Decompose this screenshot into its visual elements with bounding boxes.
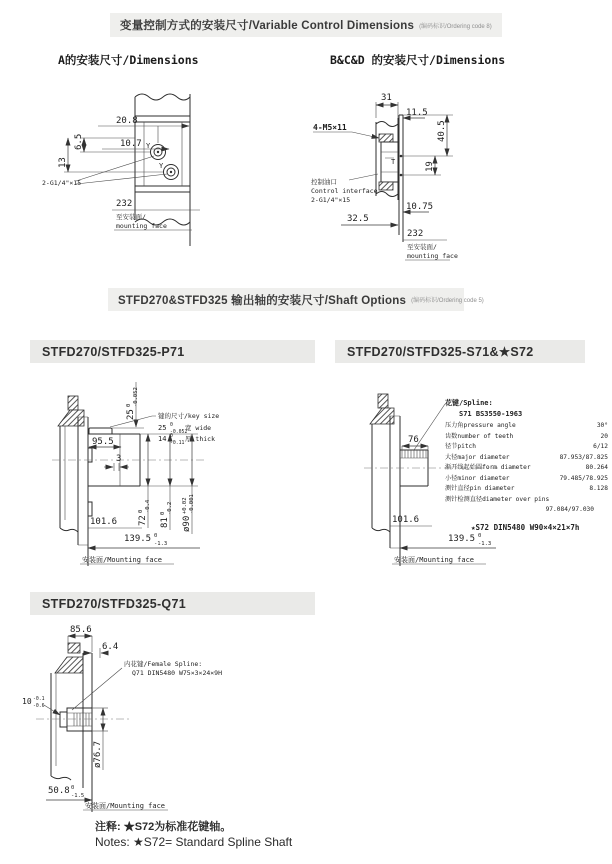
- spline-spec-row: 测针直径pin diameter 8.128: [445, 485, 608, 492]
- ordering-code-note: (编码标识/Ordering code 8): [419, 23, 492, 30]
- spline-spec-row: 齿数number of teeth 20: [445, 432, 608, 440]
- svg-text:-0.052: -0.052: [133, 387, 139, 407]
- svg-text:139.5: 139.5: [124, 534, 152, 544]
- svg-text:4-M5×11: 4-M5×11: [313, 123, 347, 132]
- svg-text:0: 0: [126, 403, 132, 407]
- dim-101-6-s71: [390, 515, 432, 526]
- svg-text:232: 232: [116, 199, 133, 209]
- spline-spec-row: 渐开线起始圆form diameter 80.264: [445, 464, 608, 471]
- mounting-face-note-q71: [83, 801, 168, 810]
- dim-40-5: [401, 115, 453, 156]
- spline-spec-row: 小径minor diameter 79.485/78.925: [445, 474, 608, 482]
- shaft-options-title: STFD270&STFD325 输出轴的安装尺寸/Shaft Options: [118, 294, 407, 307]
- svg-text:Control interface: Control interface: [311, 187, 378, 195]
- svg-text:95.5: 95.5: [92, 437, 114, 447]
- dim-3: [104, 454, 129, 471]
- spline-spec-row: 径节pitch 6/12: [445, 443, 608, 450]
- page-title: 变量控制方式的安装尺寸/Variable Control Dimensions: [120, 20, 415, 32]
- svg-text:3: 3: [116, 454, 122, 464]
- svg-text:2-G1/4"×15: 2-G1/4"×15: [42, 179, 82, 187]
- svg-text:0: 0: [170, 423, 173, 428]
- drawing-shaft-p71: [32, 370, 317, 575]
- drawing-control-bcd: [295, 82, 545, 274]
- dim-32-5: [341, 214, 398, 225]
- dim-139-5-s71: [400, 533, 496, 548]
- svg-text:至安装面/: 至安装面/: [116, 213, 146, 221]
- dim-19: [401, 156, 441, 175]
- svg-text:厚 thick: 厚 thick: [185, 435, 215, 443]
- svg-text:11.5: 11.5: [406, 108, 428, 118]
- mounting-face-note-a: [114, 212, 192, 230]
- svg-text:mounting face: mounting face: [116, 222, 167, 230]
- page-header-bar: [110, 13, 502, 37]
- svg-text:139.5: 139.5: [448, 534, 476, 544]
- drawing-shaft-q71: [22, 616, 317, 816]
- dim-10-7: [102, 139, 169, 149]
- note-en: Notes: ★S72= Standard Spline Shaft: [95, 835, 293, 849]
- svg-text:-0.1: -0.1: [33, 697, 45, 702]
- svg-text:10.75: 10.75: [406, 202, 434, 212]
- section-bar-q71: STFD270/STFD325-Q71: [30, 592, 315, 615]
- dim-dia-76-7: [92, 708, 108, 770]
- svg-text:0: 0: [138, 509, 144, 513]
- s72-spline-note: ★S72 DIN5480 W90×4×21×7h: [471, 522, 580, 532]
- dim-50-8: [46, 785, 92, 800]
- control-interface-note: [311, 174, 378, 204]
- dim-81: [160, 434, 173, 530]
- svg-text:0: 0: [71, 785, 75, 791]
- svg-text:20.8: 20.8: [116, 116, 138, 126]
- svg-text:安装面/Mounting face: 安装面/Mounting face: [82, 556, 163, 564]
- dim-10-75: [403, 202, 433, 212]
- spline-overpins-value: 97.084/97.030: [545, 506, 594, 513]
- svg-text:-1.3: -1.3: [478, 541, 492, 547]
- dim-31: [376, 93, 398, 118]
- heading-dimensions-bcd: B&C&D 的安装尺寸/Dimensions: [330, 53, 506, 67]
- dim-11-5: [403, 108, 428, 118]
- svg-text:6.4: 6.4: [102, 642, 119, 652]
- spline-spec-block: [445, 398, 608, 532]
- svg-text:101.6: 101.6: [90, 517, 118, 527]
- svg-text:ø76.7: ø76.7: [93, 740, 103, 768]
- svg-text:-0.052: -0.052: [170, 430, 188, 435]
- female-spline-note: [72, 659, 222, 710]
- spline-title: 花键/Spline:: [445, 399, 493, 407]
- svg-text:32.5: 32.5: [347, 214, 369, 224]
- dim-95-5: [89, 437, 121, 447]
- svg-text:101.6: 101.6: [392, 515, 420, 525]
- svg-text:0: 0: [478, 533, 482, 539]
- svg-text:10.7: 10.7: [120, 139, 142, 149]
- svg-text:至安装面/: 至安装面/: [407, 243, 437, 251]
- svg-text:Q71 DIN5480 W75×3×24×9H: Q71 DIN5480 W75×3×24×9H: [132, 669, 223, 677]
- svg-text:2-G1/4"×15: 2-G1/4"×15: [311, 196, 351, 204]
- dim-10: [22, 696, 60, 715]
- svg-text:-0.6: -0.6: [33, 704, 45, 709]
- svg-text:232: 232: [407, 229, 424, 239]
- section-bar-p71: STFD270/STFD325-P71: [30, 340, 315, 363]
- heading-dimensions-a: A的安装尺寸/Dimensions: [58, 53, 199, 67]
- svg-text:mounting face: mounting face: [407, 252, 458, 260]
- svg-text:50.8: 50.8: [48, 786, 70, 796]
- bolt-note: [313, 123, 379, 138]
- spline-spec-row: 压力角pressure angle 30°: [445, 422, 608, 429]
- svg-text:ø90: ø90: [182, 515, 192, 532]
- svg-text:-0.2: -0.2: [167, 501, 173, 515]
- svg-text:40.5: 40.5: [437, 120, 447, 142]
- svg-text:-0.4: -0.4: [145, 499, 151, 513]
- svg-text:13: 13: [58, 157, 68, 168]
- svg-text:内花键/Female Spline:: 内花键/Female Spline:: [124, 660, 203, 668]
- svg-text:25: 25: [158, 424, 167, 432]
- port-y-upper-label: Y: [146, 142, 151, 150]
- t-port-label: T: [391, 158, 396, 166]
- svg-text:键的尺寸/key size: 键的尺寸/key size: [158, 412, 220, 420]
- svg-text:控制油口: 控制油口: [311, 178, 337, 186]
- drawing-bcd-geometry: [376, 115, 403, 242]
- svg-text:安装面/Mounting face: 安装面/Mounting face: [85, 802, 166, 810]
- shaft-options-code-note: (编码标识/Ordering code 5): [411, 298, 484, 304]
- dim-20-8: [98, 116, 189, 143]
- mounting-face-note-s71: [392, 548, 486, 566]
- svg-text:0: 0: [154, 533, 158, 539]
- svg-text:0: 0: [160, 511, 166, 515]
- svg-text:6.5: 6.5: [74, 133, 84, 150]
- svg-text:-1.3: -1.3: [154, 541, 168, 547]
- dim-dia-90: [182, 434, 195, 534]
- svg-text:72: 72: [138, 515, 148, 526]
- svg-text:宽 wide: 宽 wide: [185, 424, 212, 432]
- svg-text:-1.5: -1.5: [71, 793, 85, 799]
- svg-text:10: 10: [22, 697, 32, 706]
- dim-139-5: [88, 533, 200, 548]
- dim-key-25: [112, 382, 144, 428]
- svg-text:0: 0: [170, 434, 173, 439]
- svg-text:19: 19: [425, 161, 435, 172]
- shaft-options-header-bar: [108, 288, 484, 311]
- spline-spec-row: 大径major diameter 87.953/87.825: [445, 453, 608, 461]
- mounting-face-note-bcd: [405, 242, 458, 260]
- dim-6-4: [84, 642, 118, 658]
- drawing-control-a: [40, 82, 270, 252]
- dim-101-6: [88, 517, 142, 528]
- svg-text:76: 76: [408, 435, 419, 445]
- svg-text:+0.02: +0.02: [182, 497, 188, 514]
- svg-text:安装面/Mounting face: 安装面/Mounting face: [394, 556, 475, 564]
- svg-text:-0.001: -0.001: [189, 494, 195, 514]
- svg-text:25: 25: [126, 409, 136, 420]
- dim-232-bcd: [403, 229, 447, 240]
- dim-232: [112, 199, 200, 210]
- svg-text:81: 81: [160, 517, 170, 528]
- svg-text:14: 14: [158, 435, 167, 443]
- note-zh: 注释: ★S72为标准花键轴。: [95, 821, 232, 833]
- section-bar-s71-s72: STFD270/STFD325-S71&★S72: [335, 340, 585, 363]
- port-y-lower-label: Y: [159, 162, 164, 170]
- spline-spec-row: 测针检测直径diameter over pins: [445, 495, 550, 503]
- dim-76: [402, 435, 428, 450]
- svg-text:85.6: 85.6: [70, 625, 92, 635]
- svg-text:-0.11: -0.11: [170, 441, 185, 446]
- spline-standard: S71 BS3550-1963: [459, 410, 523, 418]
- svg-text:31: 31: [381, 93, 392, 103]
